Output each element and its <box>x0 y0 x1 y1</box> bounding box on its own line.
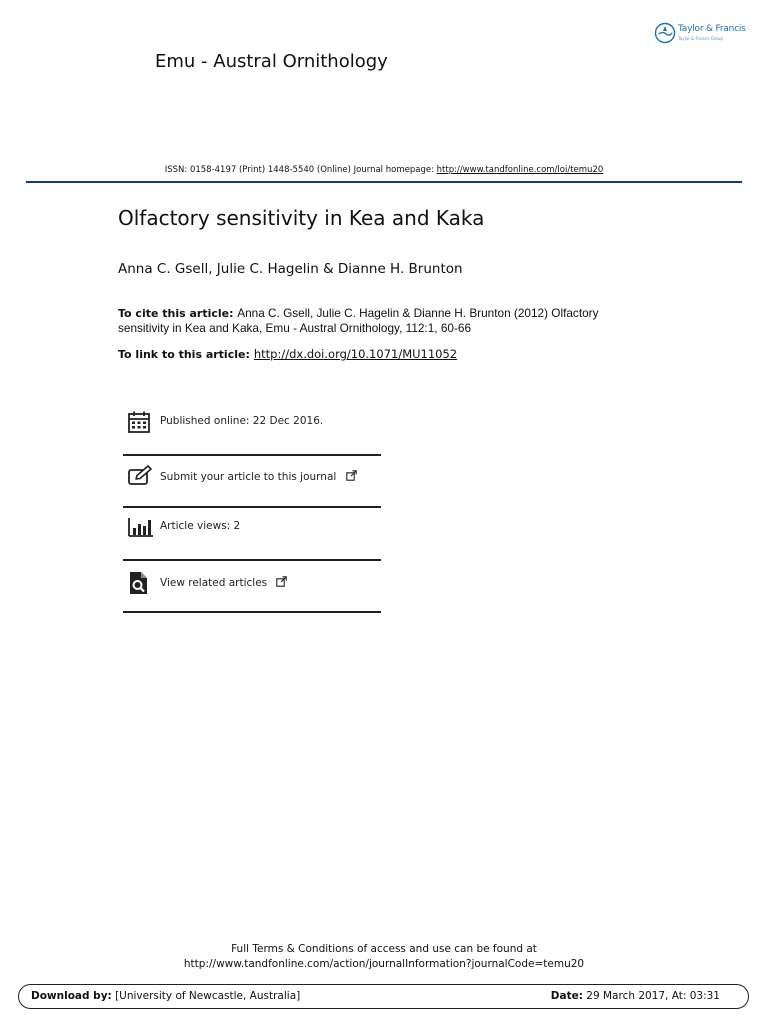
related-articles-link[interactable] <box>160 576 287 589</box>
issn-line <box>0 165 768 175</box>
divider <box>123 611 381 613</box>
download-label: Download by: <box>31 990 112 1002</box>
publisher-group: Taylor & Francis Group <box>678 36 723 41</box>
submit-article-link[interactable] <box>160 470 357 483</box>
submit-article-item[interactable] <box>123 457 381 497</box>
calendar-icon <box>127 410 153 434</box>
download-value: [University of Newcastle, Australia] <box>115 990 301 1002</box>
download-footer <box>18 984 749 1009</box>
submit-article-label: Submit your article to this journal <box>160 471 337 483</box>
related-articles-label: View related articles <box>160 577 268 589</box>
link-block <box>118 347 457 361</box>
article-title: Olfactory sensitivity in Kea and Kaka <box>118 206 485 230</box>
related-articles-item[interactable] <box>123 563 381 603</box>
header-rule <box>26 181 742 183</box>
date-info <box>551 990 720 1002</box>
journal-homepage-link[interactable]: http://www.tandfonline.com/loi/temu20 <box>436 165 604 175</box>
date-value: 29 March 2017, At: 03:31 <box>586 990 720 1002</box>
article-views-item <box>123 507 381 547</box>
link-label: To link to this article: <box>118 348 250 361</box>
terms-url[interactable]: http://www.tandfonline.com/action/journalInformation?journalCode=temu20 <box>183 958 585 970</box>
doi-link[interactable]: http://dx.doi.org/10.1071/MU11052 <box>253 347 458 361</box>
external-link-icon <box>276 576 287 587</box>
bar-chart-icon <box>127 515 153 539</box>
edit-icon <box>127 465 153 489</box>
download-info <box>31 990 300 1002</box>
published-online-label: Published online: 22 Dec 2016. <box>160 415 324 427</box>
journal-title: Emu - Austral Ornithology <box>155 51 388 72</box>
citation-text: Anna C. Gsell, Julie C. Hagelin & Dianne H. Brunton (2012) Olfactory sensitivity in Kea and Kaka, Emu - Austral Ornithology, 112:1, 60-66 <box>118 306 599 335</box>
issn-text: ISSN: 0158-4197 (Print) 1448-5540 (Online) Journal homepage: <box>164 165 437 175</box>
search-document-icon <box>127 571 153 595</box>
divider <box>123 559 381 561</box>
divider <box>123 454 381 456</box>
article-views-label: Article views: 2 <box>160 520 241 532</box>
publisher-name: Taylor & Francis <box>678 24 746 34</box>
published-online-item <box>123 402 381 442</box>
citation-block <box>118 306 638 336</box>
citation-label: To cite this article: <box>118 307 234 320</box>
terms-line-1: Full Terms & Conditions of access and use can be found at <box>231 943 537 955</box>
publisher-logo-icon <box>654 22 676 44</box>
terms-block <box>0 942 768 972</box>
publisher-logo <box>654 22 754 48</box>
date-label: Date: <box>550 990 583 1002</box>
article-authors: Anna C. Gsell, Julie C. Hagelin & Dianne H. Brunton <box>118 261 463 277</box>
external-link-icon <box>346 470 357 481</box>
